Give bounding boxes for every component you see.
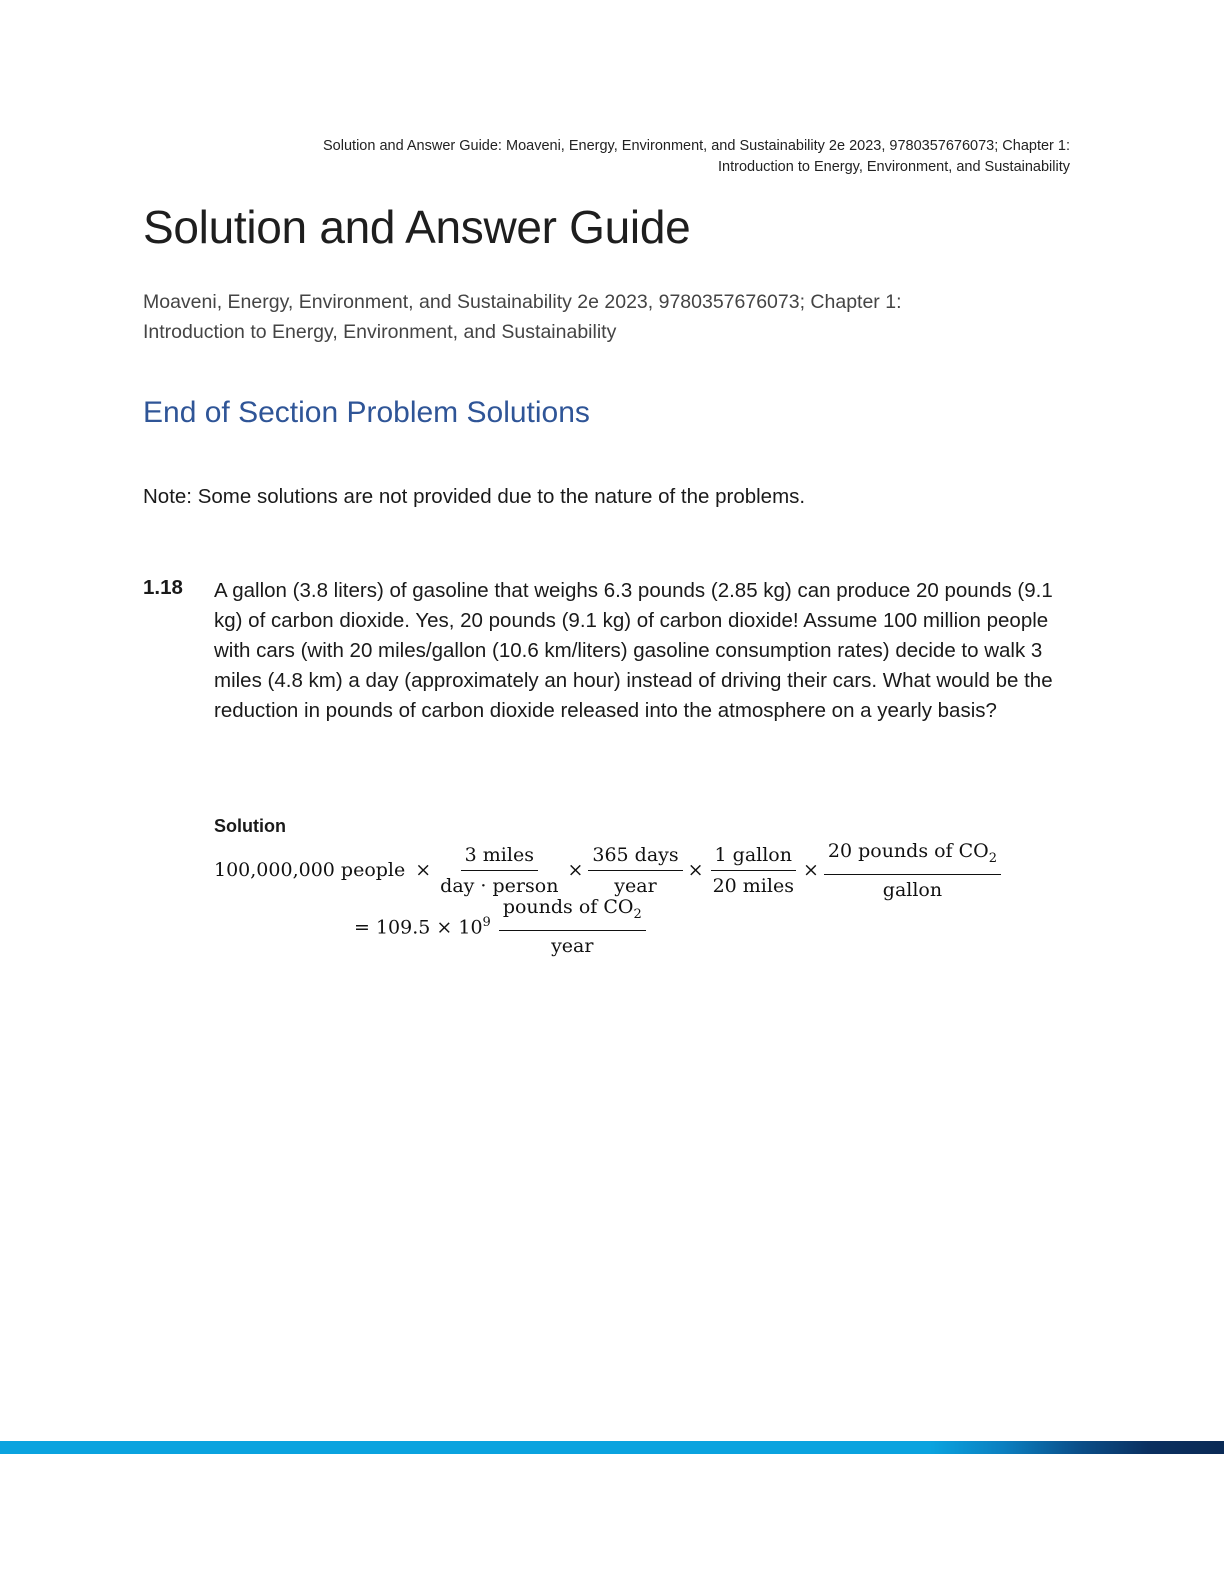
solution-equation-line2 xyxy=(354,894,649,959)
fraction-numerator: 1 gallon xyxy=(711,842,796,871)
fraction-numerator: 3 miles xyxy=(461,842,538,871)
running-header xyxy=(170,136,1070,178)
page-title: Solution and Answer Guide xyxy=(143,201,691,253)
times-operator: × xyxy=(415,859,432,882)
book-subtitle xyxy=(143,287,1043,347)
book-subtitle-line1: Moaveni, Energy, Environment, and Sustainability 2e 2023, 9780357676073; Chapter 1: xyxy=(143,291,902,313)
problem-number: 1.18 xyxy=(143,576,183,599)
note-text: Note: Some solutions are not provided due to the nature of the problems. xyxy=(143,485,806,508)
fraction-denominator: year xyxy=(614,874,657,897)
fraction-denominator: day · person xyxy=(440,874,559,897)
times-operator: × xyxy=(567,859,584,882)
book-subtitle-line2: Introduction to Energy, Environment, and Sustainability xyxy=(143,321,617,343)
fraction-numerator: 20 pounds of $CO_2$ xyxy=(824,838,1001,875)
fraction-denominator: gallon xyxy=(882,878,943,901)
solution-label: Solution xyxy=(214,816,286,836)
subscript: 2 xyxy=(988,850,998,866)
section-heading: End of Section Problem Solutions xyxy=(143,396,590,429)
fraction-numerator: pounds of $CO_2$ xyxy=(499,894,646,931)
footer-color-bar xyxy=(0,1441,1224,1454)
fraction-days-per-year xyxy=(588,842,682,899)
fraction-co2-per-year xyxy=(499,894,646,959)
times-operator: × xyxy=(687,859,704,882)
exponent: 9 xyxy=(482,914,491,930)
fraction-co2-per-gallon xyxy=(824,838,1001,903)
fraction-denominator: year xyxy=(551,934,594,957)
fraction-gallons-per-mile xyxy=(709,842,798,899)
fraction-numerator: 365 days xyxy=(588,842,682,871)
result-value: = $109.5 \times 10^9$ xyxy=(354,914,491,939)
times-operator: × xyxy=(802,859,819,882)
equation-lead: 100,000,000 people xyxy=(214,859,406,882)
running-header-line2: Introduction to Energy, Environment, and Sustainability xyxy=(718,159,1070,175)
fraction-denominator: 20 miles xyxy=(712,874,794,897)
fraction-miles-per-day xyxy=(436,842,562,899)
subscript: 2 xyxy=(633,906,642,922)
running-header-line1: Solution and Answer Guide: Moaveni, Energy, Environment, and Sustainability 2e 2023, 9780357676073; Chapter 1: xyxy=(323,138,1070,154)
problem-text: A gallon (3.8 liters) of gasoline that weighs 6.3 pounds (2.85 kg) can produce 20 pounds (9.1 kg) of carbon dioxide. Yes, 20 pounds (9.1 kg) of carbon dioxide! Assume 100 million people with cars (with 20 miles/gallon (10.6 km/liters) gasoline consumption rates) decide to walk 3 miles (4.8 km) a day (approximately an hour) instead of driving their cars. What would be the reduction in pounds of carbon dioxide released into the atmosphere on a yearly basis? xyxy=(214,579,1053,722)
